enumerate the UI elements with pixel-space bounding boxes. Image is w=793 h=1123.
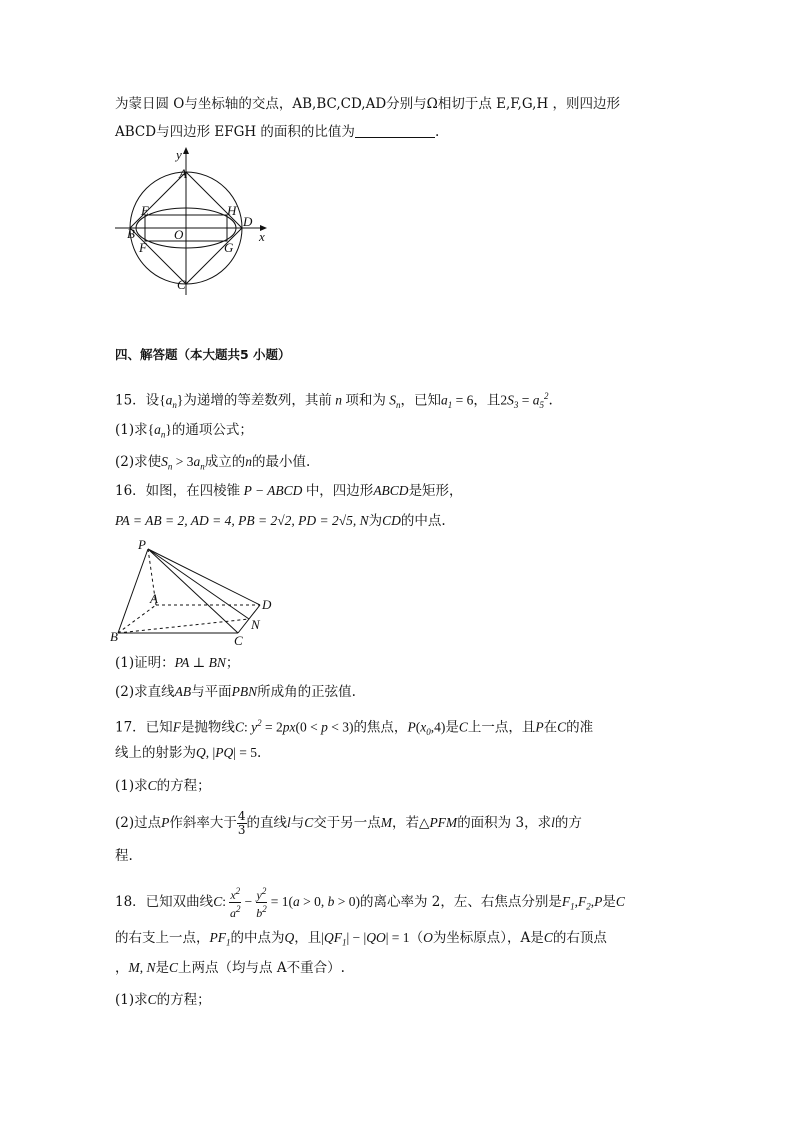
point-label-P: P [138, 537, 146, 552]
section-heading: 四、解答题（本大题共5 小题） [115, 347, 291, 362]
q15-part2: (2)求使$S_n > 3a_n$成立的n的最小值. [115, 454, 311, 472]
q17-line2: 线上的射影为Q, |PQ| = 5. [115, 745, 262, 761]
point-label-N: N [251, 617, 260, 632]
q16-part1: (1)证明：PA ⊥ BN； [115, 655, 240, 671]
point-label-B: B [110, 629, 118, 644]
point-label-C: C [234, 633, 243, 647]
q17-part2: (2)过点P作斜率大于 $\frac{4}{3}$ 的直线l与C交于另一点M，若△PFM的面积为 3，求l的方 [115, 809, 582, 837]
point-label-G: G [224, 240, 234, 255]
q16-line2: PA = AB = 2, AD = 4, PB = 2√2, PD = 2√5, N为CD的中点. [115, 513, 446, 529]
answer-blank [355, 123, 435, 138]
axis-label-x: x [259, 229, 265, 244]
point-label-C: C [177, 277, 186, 292]
axis-label-y: y [176, 147, 182, 162]
q14-text-line2: ABCD与四边形 EFGH 的面积的比值为 . [115, 124, 440, 140]
q14-text-line1: 为蒙日圆 O与坐标轴的交点，AB,BC,CD,AD分别与Ω相切于点 E,F,G,H ，则四边形 [115, 96, 621, 112]
point-label-D: D [243, 214, 253, 229]
q18-line3: ，M, N是C上两点（均与点 A不重合）. [115, 960, 345, 976]
q17-part1: (1)求C的方程； [115, 778, 211, 794]
point-label-B: B [127, 226, 135, 241]
q17-part2-line2: 程. [115, 848, 133, 864]
q15-part1: (1)求$\{a_n\}$的通项公式； [115, 422, 253, 440]
q16-line1: 16．如图，在四棱锥 P − ABCD 中，四边形ABCD是矩形， [115, 483, 463, 499]
point-label-O: O [174, 227, 184, 242]
point-label-F: F [139, 240, 147, 255]
fraction-four-thirds: $\frac{4}{3}$ [237, 809, 246, 837]
point-label-A: A [150, 591, 158, 606]
point-label-H: H [227, 203, 237, 218]
q18-line1: 18．已知双曲线C: $\frac{x^2}{a^2}$ − $\frac{y^2}{b^2}$ = 1(a > 0, b > 0)的离心率为 2，左、右焦点分别是$F_1,F_2,P$是C [115, 886, 625, 920]
q17-line1: 17．已知F是抛物线C: $y^2 = 2px(0 < p < 3)$的焦点，$P(x_0,4)$是C上一点，且P在C的准 [115, 718, 594, 738]
point-label-D: D [262, 597, 272, 612]
point-label-E: E [141, 203, 149, 218]
q16-part2: (2)求直线AB与平面PBN所成角的正弦值. [115, 684, 356, 700]
q18-part1: (1)求C的方程； [115, 992, 211, 1008]
pyramid-figure [108, 537, 288, 647]
mongolian-circle-figure [110, 145, 280, 295]
q15-line1: 15．设$\{a_n\}$为递增的等差数列，其前 n 项和为 $S_n$，已知$a_1 = 6$，且$2S_3 = a_5^2$. [115, 391, 553, 411]
point-label-A: A [179, 166, 187, 181]
q18-line2: 的右支上一点，$PF_1$的中点为Q，且$|QF_1| - |QO| = 1(O$为坐标原点），A是C的右顶点 [115, 930, 607, 948]
